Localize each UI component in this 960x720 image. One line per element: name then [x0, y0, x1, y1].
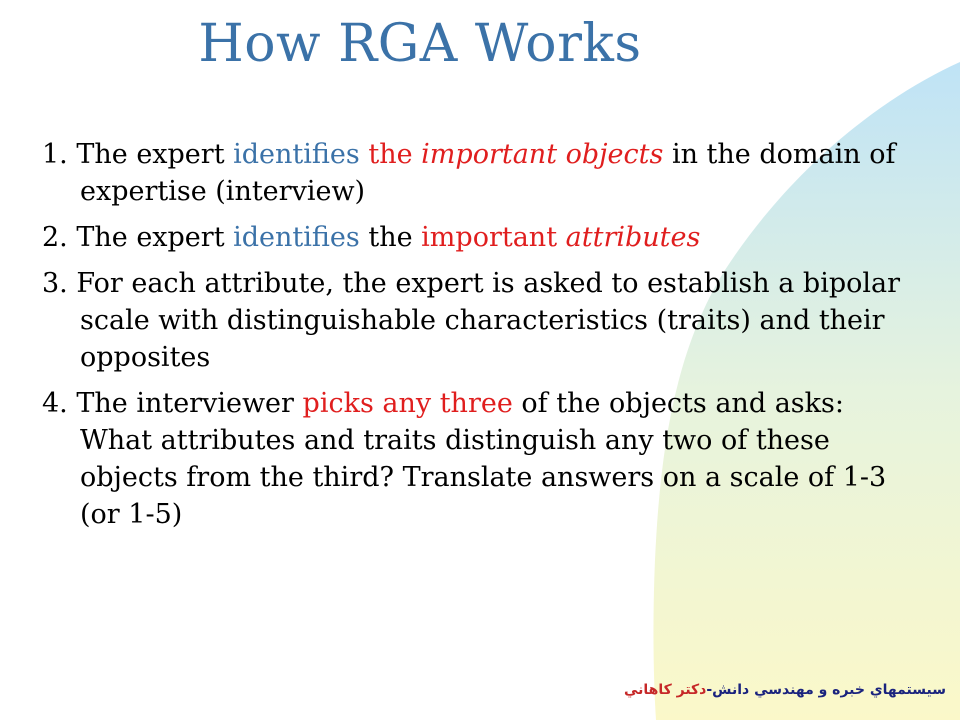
footer-caption: سيستمهاي خبره و مهندسي دانش-دكتر كاهاني — [623, 682, 946, 698]
list-item-1: 1. The expert identifies the important objects in the domain of expertise (interview) — [42, 139, 896, 207]
item-number: 2. — [42, 222, 68, 253]
content-list — [42, 136, 922, 542]
list-item-3: 3. For each attribute, the expert is asked to establish a bipolar scale with distinguishable characteristics (traits) and their opposites — [42, 268, 901, 373]
item-number: 4. — [42, 388, 68, 419]
list-item-4: 4. The interviewer picks any three of the objects and asks: What attributes and traits distinguish any two of these objects from the third? Translate answers on a scale of 1-3 (or 1-5) — [42, 388, 887, 530]
item-number: 3. — [42, 268, 68, 299]
item-number: 1. — [42, 139, 68, 170]
list-item-2: 2. The expert identifies the important attributes — [42, 222, 701, 253]
slide-title: How RGA Works — [198, 14, 642, 74]
